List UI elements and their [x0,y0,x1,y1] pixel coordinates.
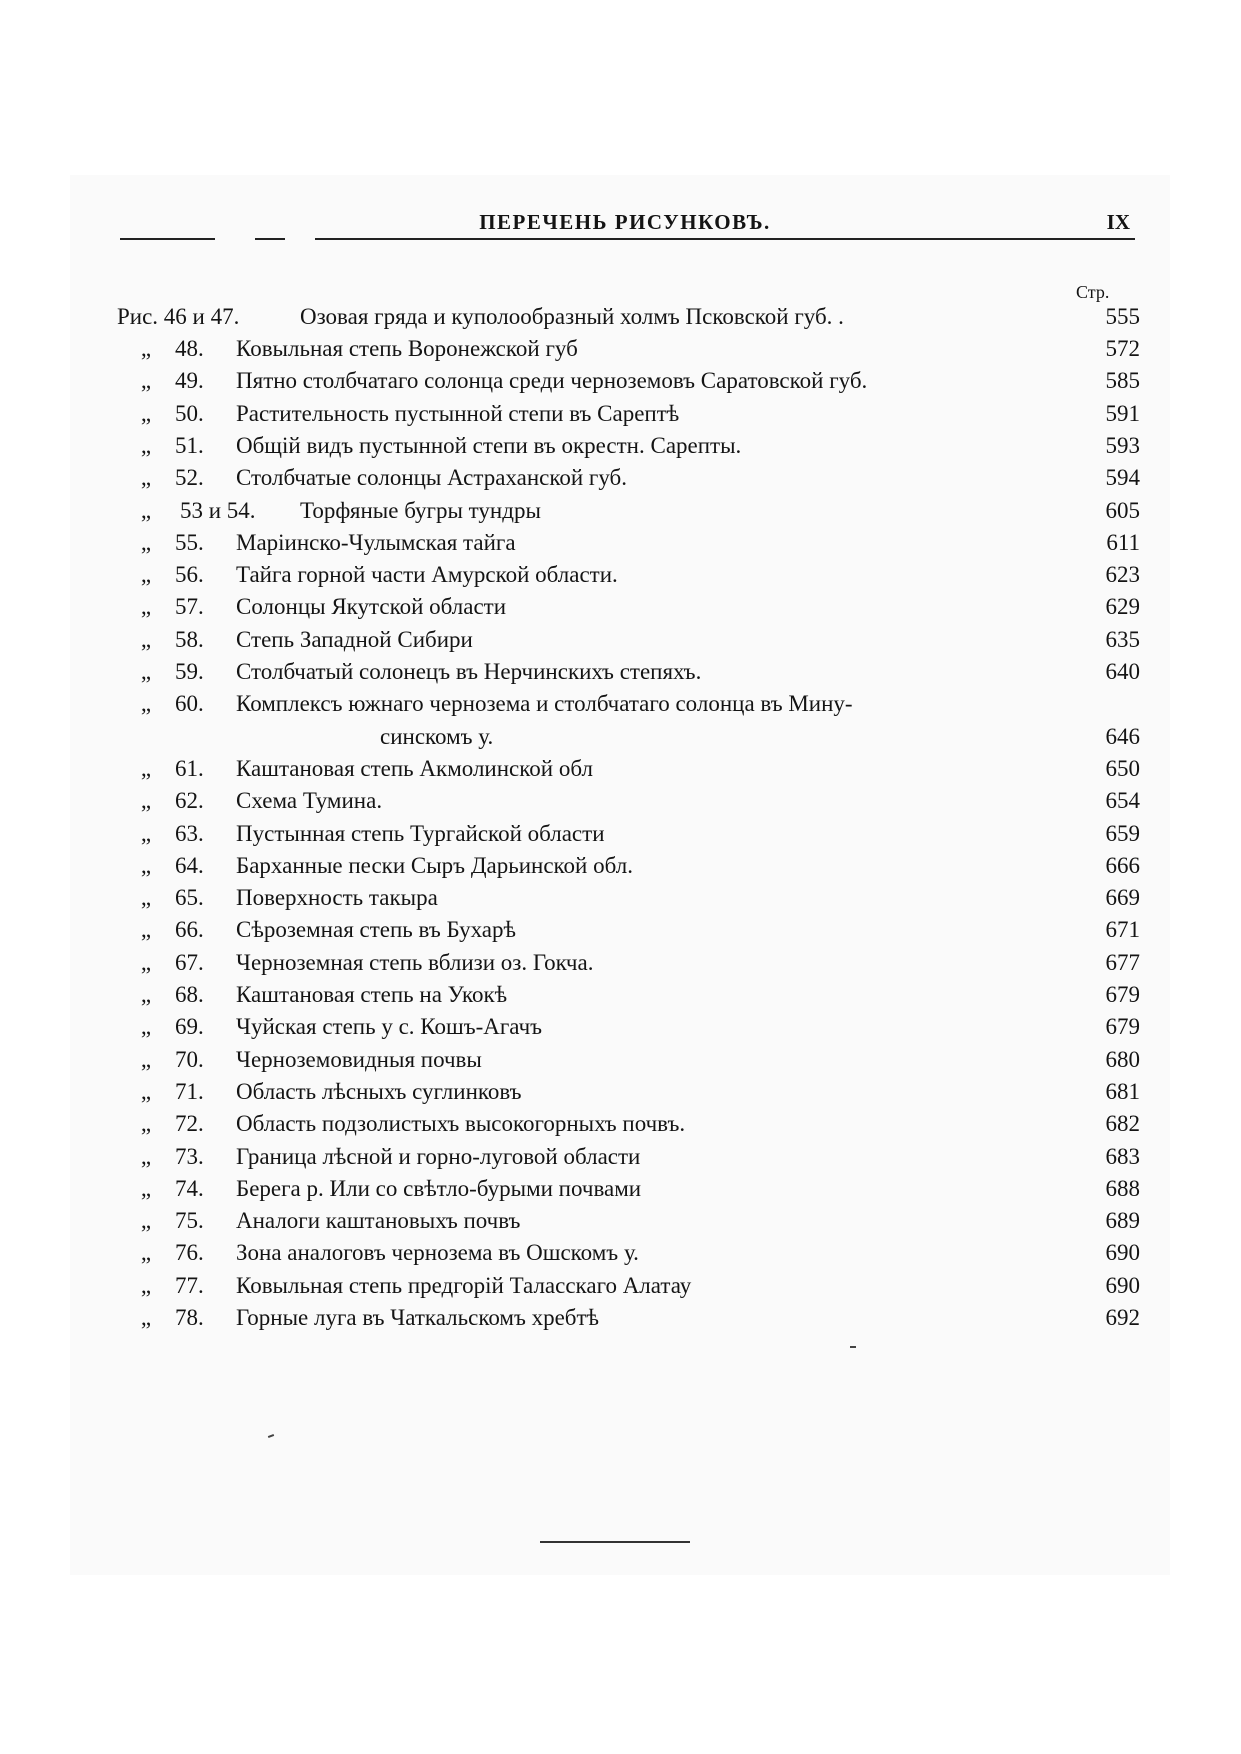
entry-number: 53 и 54. [180,497,256,523]
entry-page: 611 [1106,529,1140,555]
entry-ditto-mark: „ [140,1240,152,1266]
entry-page: 594 [1105,465,1140,491]
entry-page: 690 [1105,1272,1140,1298]
entry-number: 58. [175,626,204,652]
entry-page: 688 [1105,1175,1140,1201]
entry-number: 60. [175,691,204,717]
entry-title: Озовая гряда и куполообразный холмъ Псковской губ. . [300,304,844,329]
entry-title: Схема Тумина. [236,788,383,814]
entry-number: 48. [175,336,204,361]
entry-number: 71. [175,1078,204,1104]
entry-page: 679 [1105,1014,1140,1040]
entry-number: 66. [175,917,204,943]
entry-page: 623 [1105,562,1140,588]
entry-ditto-mark: „ [140,820,152,846]
entry-number: 77. [175,1272,204,1298]
entry-title: Барханные пески Сыръ Дарьинской обл. [236,852,633,878]
entry-page: 682 [1105,1111,1140,1137]
entry-page: 690 [1105,1240,1140,1266]
entry-number: 56. [175,562,204,588]
entry-number: 68. [175,982,204,1007]
entry-ditto-mark: „ [140,691,152,717]
entry-number: 59. [175,659,204,684]
page-column-label: Стр. [1076,282,1110,302]
entry-number: 69. [175,1014,204,1040]
entry-page: 593 [1105,432,1140,458]
entry-ditto-mark: „ [140,659,152,684]
entry-ditto-mark: „ [140,982,152,1007]
entry-ditto-mark: „ [140,529,152,555]
entry-title: Комплексъ южнаго чернозема и столбчатаго солонца въ Мину- [236,691,853,717]
entry-page: 680 [1105,1046,1140,1072]
entry-title: Сѣроземная степь въ Бухарѣ [236,917,516,943]
page-title: ПЕРЕЧЕНЬ РИСУНКОВЪ. [479,210,771,234]
entry-title: Маріинско-Чулымская тайга [236,529,516,555]
entry-ditto-mark: „ [140,917,152,943]
entry-ditto-mark: „ [140,1143,152,1169]
entry-title: Столбчатые солонцы Астраханской губ. [236,465,627,491]
entry-ditto-mark: „ [140,885,152,911]
entry-ditto-mark: „ [140,1014,152,1040]
entry-number: 67. [175,949,204,975]
entry-ditto-mark: „ [140,562,152,588]
entry-ditto-mark: „ [140,949,152,975]
entry-title: Черноземная степь вблизи оз. Гокча. [236,949,594,975]
entry-page: 646 [1105,723,1140,749]
entry-page: 654 [1105,788,1140,814]
entry-page: 671 [1105,917,1140,943]
entry-page: 659 [1105,820,1140,846]
entry-title: Область лѣсныхъ суглинковъ [236,1078,522,1104]
entry-ditto-mark: „ [140,1078,152,1104]
entry-ditto-mark: „ [140,1046,152,1072]
entry-ditto-mark: „ [140,755,152,781]
entry-page: 679 [1105,982,1140,1007]
entry-title: Солонцы Якутской области [236,594,507,620]
entry-number: 50. [175,400,204,426]
entry-number: 75. [175,1208,204,1234]
entry-ditto-mark: „ [140,432,152,458]
entry-title: Граница лѣсной и горно-луговой области [236,1143,641,1169]
entry-ditto-mark: „ [140,465,152,491]
entry-ditto-mark: „ [140,497,152,523]
print-speck [850,1346,856,1348]
entry-ditto-mark: „ [140,1208,152,1234]
entry-ditto-mark: „ [140,368,152,394]
entry-number: Рис. 46 и 47. [117,304,240,329]
entry-title: Аналоги каштановыхъ почвъ [236,1208,521,1234]
entry-page: 640 [1105,659,1140,684]
entry-title: Пустынная степь Тургайской области [236,820,605,846]
entry-page: 683 [1105,1143,1140,1169]
entry-page: 692 [1105,1305,1140,1330]
entry-title: синскомъ у. [380,723,494,749]
entry-number: 65. [175,885,204,911]
entry-page: 650 [1105,755,1140,781]
entry-title: Каштановая степь на Укокѣ [236,982,508,1007]
end-rule [540,1541,690,1543]
entry-page: 666 [1105,852,1140,878]
header-rule [315,238,1135,240]
entry-page: 689 [1105,1208,1140,1234]
entry-page: 635 [1105,626,1140,652]
entry-title: Пятно столбчатаго солонца среди черноземовъ Саратовской губ. [236,368,868,394]
entry-title: Степь Западной Сибири [236,626,473,652]
running-header [120,206,1130,236]
entry-title: Каштановая степь Акмолинской обл [236,755,593,781]
entry-page: 572 [1105,336,1140,361]
entry-title: Общій видъ пустынной степи въ окрестн. Сарепты. [236,432,742,458]
entry-number: 70. [175,1046,204,1072]
entry-number: 55. [175,529,204,555]
entry-page: 591 [1105,400,1140,426]
header-rule-dash [255,238,285,240]
entry-title: Берега р. Или со свѣтло-бурыми почвами [236,1175,642,1201]
entry-title: Ковыльная степь предгорій Таласскаго Алатау [236,1272,692,1298]
entry-number: 73. [175,1143,204,1169]
entry-ditto-mark: „ [140,626,152,652]
entry-title: Зона аналоговъ чернозема въ Ошскомъ у. [236,1240,639,1266]
entry-number: 57. [175,594,204,620]
entry-title: Ковыльная степь Воронежской губ [236,336,578,361]
entry-ditto-mark: „ [140,336,152,361]
entry-page: 629 [1105,594,1140,620]
entry-number: 52. [175,465,204,491]
entry-ditto-mark: „ [140,852,152,878]
entry-page: 681 [1105,1078,1140,1104]
entry-title: Горные луга въ Чаткальскомъ хребтѣ [236,1305,600,1330]
header-rule-left [120,238,215,240]
entry-title: Чуйская степь у с. Кошъ-Агачъ [236,1014,543,1040]
entry-page: 669 [1105,885,1140,911]
entry-number: 74. [175,1175,204,1201]
entry-page: 555 [1105,304,1140,329]
entry-ditto-mark: „ [140,1305,152,1330]
entry-ditto-mark: „ [140,594,152,620]
page-number-roman: IX [1106,210,1130,234]
entry-number: 63. [175,820,204,846]
entry-page: 605 [1105,497,1140,523]
entry-title: Столбчатый солонецъ въ Нерчинскихъ степяхъ. [236,659,702,684]
entry-ditto-mark: „ [140,400,152,426]
entry-ditto-mark: „ [140,1111,152,1137]
entry-number: 62. [175,788,204,814]
entry-title: Область подзолистыхъ высокогорныхъ почвъ. [236,1111,686,1137]
entry-number: 78. [175,1305,204,1330]
entry-ditto-mark: „ [140,1272,152,1298]
entry-number: 76. [175,1240,204,1266]
entry-title: Черноземовидныя почвы [236,1046,482,1072]
entry-number: 49. [175,368,204,394]
entry-number: 72. [175,1111,204,1137]
entry-page: 677 [1105,949,1140,975]
entry-number: 51. [175,432,204,458]
entry-number: 64. [175,852,204,878]
entry-page: 585 [1105,368,1140,394]
entry-ditto-mark: „ [140,788,152,814]
entry-title: Растительность пустынной степи въ Сарептѣ [236,400,680,426]
entry-title: Тайга горной части Амурской области. [236,562,618,588]
entry-number: 61. [175,755,204,781]
entry-title: Торфяные бугры тундры [300,497,541,523]
entry-ditto-mark: „ [140,1175,152,1201]
entry-title: Поверхность такыра [236,885,438,911]
